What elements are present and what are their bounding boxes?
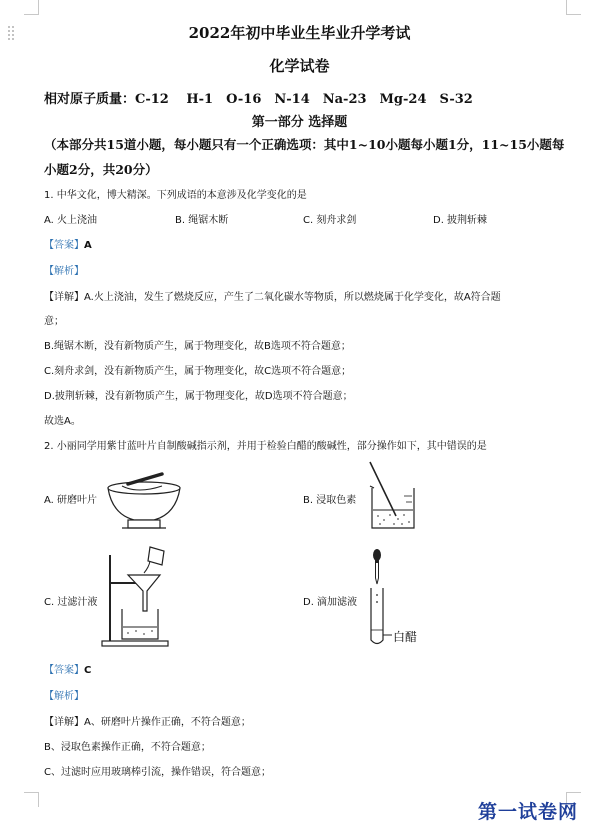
crop-mark-top-right xyxy=(566,0,581,15)
q2-option-d: D. 滴加滤液 xyxy=(303,597,358,608)
q1-detail-c: C.刻舟求剑，没有新物质产生，属于物理变化，故C选项不符合题意； xyxy=(44,366,352,377)
q1-answer-value: A xyxy=(84,240,92,251)
vinegar-label: 白醋 xyxy=(393,630,418,644)
filtration-setup-illustration xyxy=(100,545,182,649)
instruction-line-1: （本部分共15道小题，每小题只有一个正确选项：其中1~10小题每小题1分，11~15小题每 xyxy=(44,137,565,152)
q1-detail-line-1: 【详解】A.火上浇油，发生了燃烧反应，产生了二氧化碳水等物质，所以燃烧属于化学变化，故A符合题 xyxy=(44,292,501,303)
q2-analysis-label: 【解析】 xyxy=(44,691,84,702)
crop-mark-bottom-left xyxy=(24,792,39,807)
q2-detail-b: B、浸取色素操作正确，不符合题意； xyxy=(44,742,211,753)
q1-analysis-label: 【解析】 xyxy=(44,266,84,277)
q1-answer xyxy=(44,236,92,251)
subject-title: 化学试卷 xyxy=(269,57,330,75)
q2-detail-a: 【详解】A、研磨叶片操作正确，不符合题意； xyxy=(44,717,251,728)
q1-answer-label: 【答案】 xyxy=(44,240,84,251)
exam-title: 2022年初中毕业生毕业升学考试 xyxy=(188,24,411,42)
q1-conclusion: 故选A。 xyxy=(44,416,81,427)
q1-option-c: C. 刻舟求剑 xyxy=(303,215,357,226)
q2-option-b: B. 浸取色素 xyxy=(303,495,357,506)
question-1-stem: 1. 中华文化，博大精深。下列成语的本意涉及化学变化的是 xyxy=(44,190,307,201)
instruction-line-2: 小题2分，共20分） xyxy=(44,162,158,177)
q2-answer xyxy=(44,661,91,676)
mortar-pestle-illustration xyxy=(104,470,184,532)
q1-detail-b: B.绳锯木断，没有新物质产生，属于物理变化，故B选项不符合题意； xyxy=(44,341,351,352)
q2-answer-label: 【答案】 xyxy=(44,665,84,676)
q1-option-d: D. 披荆斩棘 xyxy=(433,215,488,226)
crop-mark-top-left xyxy=(24,0,39,15)
q2-answer-value: C xyxy=(84,665,92,676)
q1-option-b: B. 绳锯木断 xyxy=(175,215,229,226)
q2-option-a: A. 研磨叶片 xyxy=(44,495,98,506)
q2-detail-c: C、过滤时应用玻璃棒引流，操作错误，符合题意； xyxy=(44,767,271,778)
watermark-logo: 第一试卷网 xyxy=(478,801,579,823)
q1-detail-d: D.披荆斩棘，没有新物质产生，属于物理变化，故D选项不符合题意； xyxy=(44,391,353,402)
q1-option-a: A. 火上浇油 xyxy=(44,215,98,226)
question-2-stem: 2. 小丽同学用紫甘蓝叶片自制酸碱指示剂，并用于检验白醋的酸碱性，部分操作如下，其中错误的是 xyxy=(44,441,487,452)
dropper-test-tube-illustration xyxy=(364,548,394,648)
q2-option-c: C. 过滤汁液 xyxy=(44,597,98,608)
part-heading: 第一部分 选择题 xyxy=(251,115,348,130)
atomic-masses: 相对原子质量：C-12 H-1 O-16 N-14 Na-23 Mg-24 S-32 xyxy=(44,92,473,107)
q1-detail-line-2: 意； xyxy=(44,316,64,327)
beaker-stirring-illustration xyxy=(364,460,424,532)
